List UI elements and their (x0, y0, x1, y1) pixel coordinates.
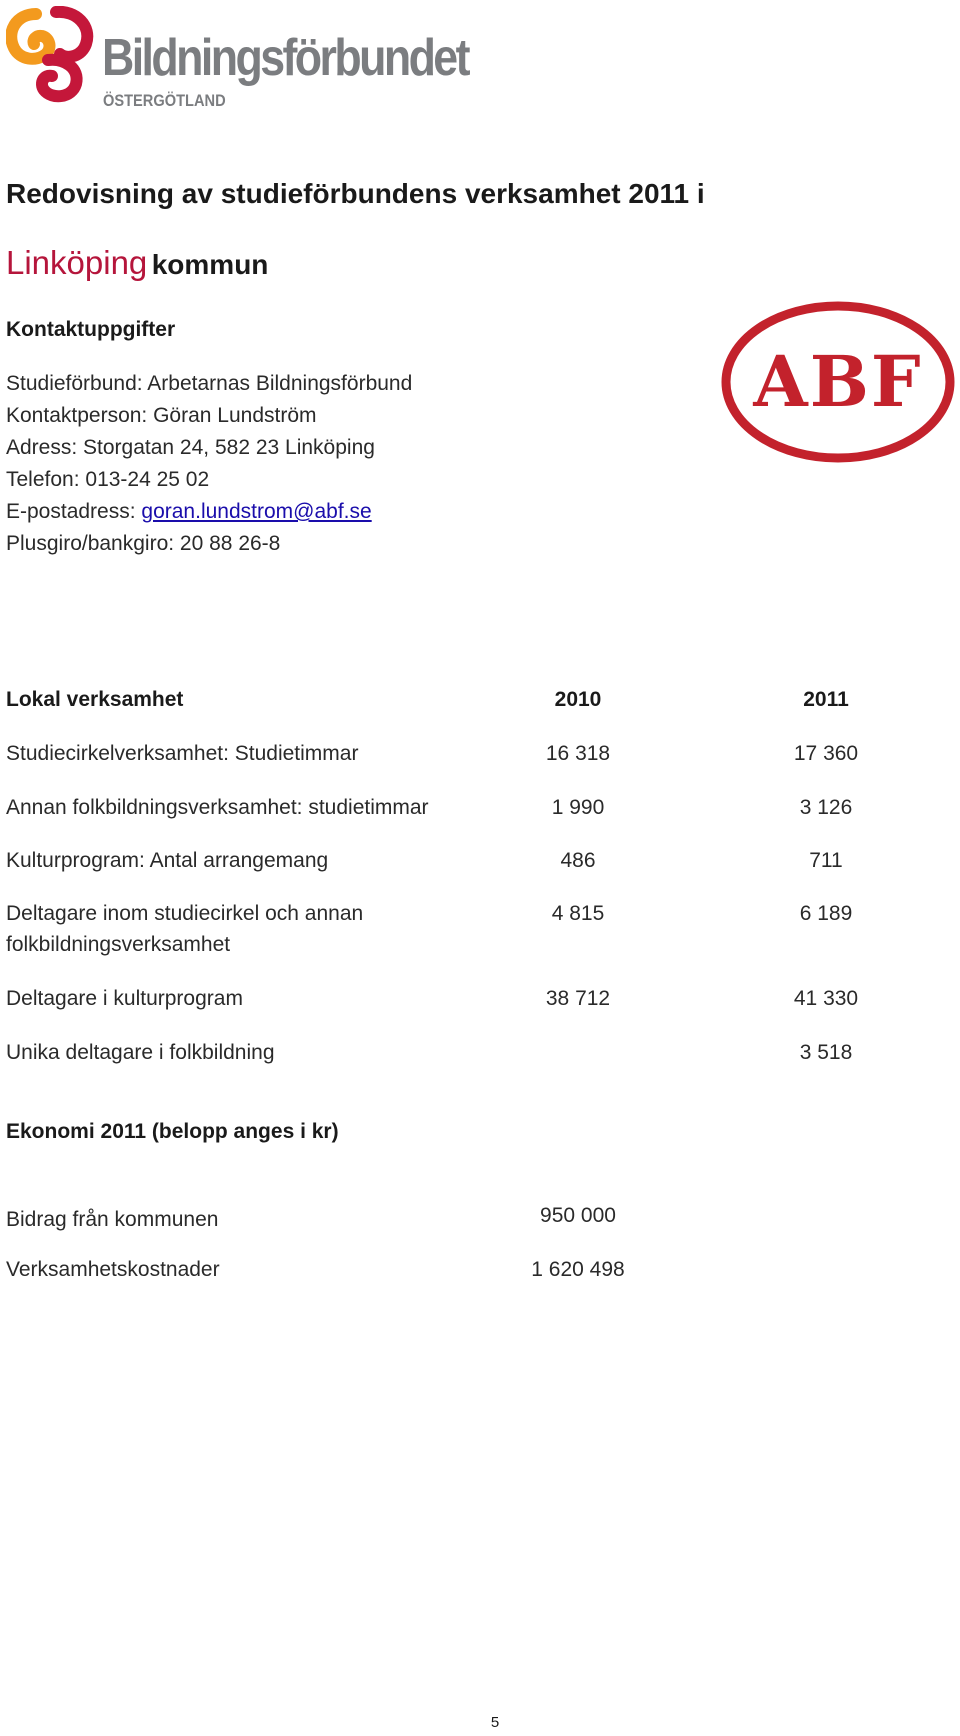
email-label: E-postadress: (6, 500, 142, 523)
contact-heading: Kontaktuppgifter (6, 318, 176, 341)
page-number: 5 (490, 1714, 500, 1731)
abf-logo-text: ABF (753, 340, 923, 423)
stats-heading: Lokal verksamhet (6, 688, 184, 711)
economy-row-value: 950 000 (540, 1204, 616, 1227)
economy-row-value: 1 620 498 (531, 1258, 625, 1281)
stats-value-2010: 16 318 (545, 742, 611, 765)
logo-region: ÖSTERGÖTLAND (103, 91, 226, 110)
document-subtitle (6, 244, 268, 282)
kommun-label: kommun (151, 249, 269, 280)
stats-value-2011: 3 126 (799, 796, 853, 819)
contact-email-line (6, 500, 372, 524)
stats-value-2011: 41 330 (793, 987, 859, 1010)
stats-value-2010: 486 (560, 849, 596, 872)
bildningsforbundet-emblem-icon (6, 6, 98, 106)
city-name: Linköping (6, 244, 148, 281)
document-title: Redovisning av studieförbundens verksamhet 2011 i (6, 178, 705, 209)
stats-row-label: Unika deltagare i folkbildning (6, 1041, 275, 1064)
stats-value-2010: 4 815 (551, 902, 605, 925)
contact-address: Adress: Storgatan 24, 582 23 Linköping (6, 436, 375, 459)
economy-heading: Ekonomi 2011 (belopp anges i kr) (6, 1120, 339, 1143)
stats-row-label: Deltagare inom studiecirkel och annan folkbildningsverksamhet (6, 902, 364, 956)
stats-value-2011: 711 (809, 849, 843, 872)
contact-person: Kontaktperson: Göran Lundström (6, 404, 317, 427)
email-link[interactable]: goran.lundstrom@abf.se (141, 500, 372, 523)
economy-row-label: Verksamhetskostnader (6, 1258, 220, 1281)
contact-studieforbund: Studieförbund: Arbetarnas Bildningsförbund (6, 372, 413, 395)
column-header-2010: 2010 (554, 688, 602, 711)
contact-giro: Plusgiro/bankgiro: 20 88 26-8 (6, 532, 281, 555)
column-header-2011: 2011 (803, 688, 849, 711)
stats-value-2010: 38 712 (545, 987, 611, 1010)
stats-value-2011: 3 518 (799, 1041, 853, 1064)
logo-wordmark: Bildningsförbundet (102, 29, 468, 87)
stats-value-2011: 6 189 (799, 902, 853, 925)
stats-row-label: Annan folkbildningsverksamhet: studietimmar (6, 796, 429, 819)
stats-value-2010: 1 990 (551, 796, 605, 819)
abf-logo (720, 300, 956, 464)
stats-value-2011: 17 360 (793, 742, 859, 765)
stats-row-label: Studiecirkelverksamhet: Studietimmar (6, 742, 359, 765)
economy-row-label: Bidrag från kommunen (6, 1208, 219, 1231)
abf-oval-icon (720, 300, 956, 464)
bildningsforbundet-logo (6, 6, 466, 110)
contact-phone: Telefon: 013-24 25 02 (6, 468, 210, 491)
stats-row-label: Deltagare i kulturprogram (6, 987, 243, 1010)
stats-row-label: Kulturprogram: Antal arrangemang (6, 849, 329, 872)
